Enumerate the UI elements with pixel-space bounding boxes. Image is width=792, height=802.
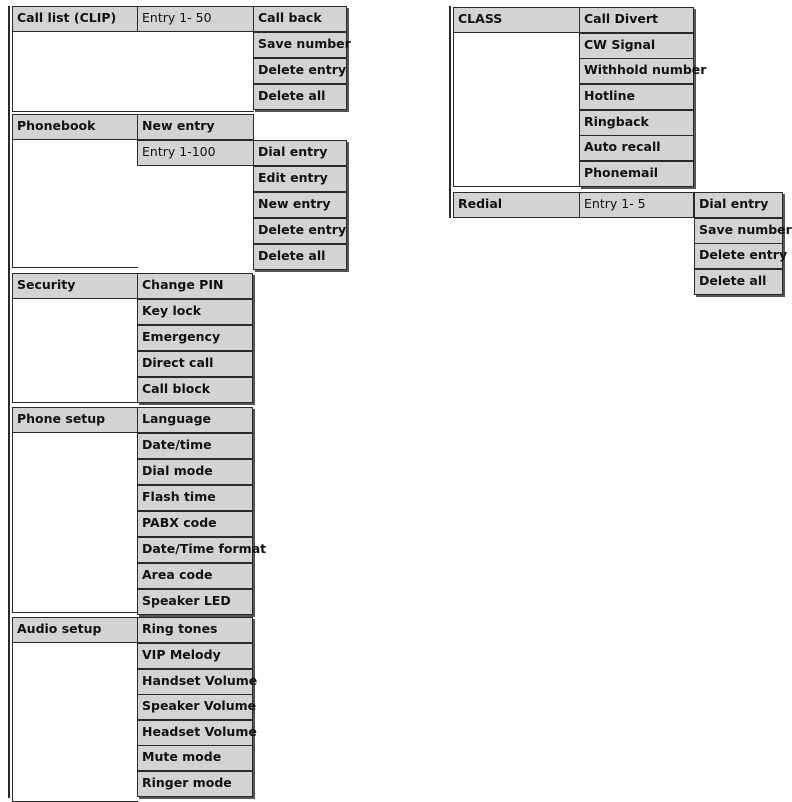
redial-action-save-number: Save number [694,218,783,244]
audio-setup-item-ring-tones: Ring tones [137,617,253,643]
audio-setup-item-ringer-mode: Ringer mode [137,771,253,797]
phone-setup-item-date-time-format: Date/Time format [137,537,253,563]
call-list-range: Entry 1- 50 [137,6,254,32]
phone-setup-item-speaker-led: Speaker LED [137,589,253,615]
phonebook-action-dial-entry: Dial entry [253,140,347,166]
class-item-auto-recall: Auto recall [579,135,694,161]
phonebook-range: Entry 1-100 [137,140,254,166]
right-tree-rail [449,6,451,218]
phone-setup-item-date-time: Date/time [137,433,253,459]
call-list-action-save-number: Save number [253,32,347,58]
redial-action-dial-entry: Dial entry [694,192,783,218]
audio-setup-item-handset-volume: Handset Volume [137,669,253,695]
call-list-action-delete-all: Delete all [253,84,347,110]
audio-setup-item-vip-melody: VIP Melody [137,643,253,669]
phonebook-action-delete-entry: Delete entry [253,218,347,244]
phone-setup-item-dial-mode: Dial mode [137,459,253,485]
call-list-title: Call list (CLIP) [12,6,138,32]
phonebook-new-entry: New entry [137,114,254,140]
audio-setup-item-headset-volume: Headset Volume [137,720,253,746]
security-item-emergency: Emergency [137,325,253,351]
redial-action-delete-all: Delete all [694,269,783,295]
security-item-direct-call: Direct call [137,351,253,377]
audio-setup-title: Audio setup [12,617,138,643]
class-item-phonemail: Phonemail [579,161,694,187]
class-group-box [453,33,580,187]
phone-setup-item-area-code: Area code [137,563,253,589]
redial-action-delete-entry: Delete entry [694,243,783,269]
phone-setup-title: Phone setup [12,407,138,433]
class-item-ringback: Ringback [579,110,694,136]
call-list-group-box [12,32,254,112]
redial-title: Redial [453,192,580,218]
class-item-hotline: Hotline [579,84,694,110]
class-item-call-divert: Call Divert [579,7,694,33]
phonebook-action-delete-all: Delete all [253,244,347,270]
phone-setup-group-box [12,433,138,613]
redial-range: Entry 1- 5 [579,192,694,218]
class-item-cw-signal: CW Signal [579,33,694,59]
audio-setup-item-mute-mode: Mute mode [137,745,253,771]
phonebook-action-new-entry: New entry [253,192,347,218]
phone-setup-item-pabx-code: PABX code [137,511,253,537]
audio-setup-item-speaker-volume: Speaker Volume [137,694,253,720]
left-tree-rail [8,6,10,798]
call-list-action-delete-entry: Delete entry [253,58,347,84]
phone-setup-item-flash-time: Flash time [137,485,253,511]
security-item-change-pin: Change PIN [137,273,253,299]
security-group-box [12,299,138,403]
security-item-key-lock: Key lock [137,299,253,325]
phonebook-title: Phonebook [12,114,138,140]
phonebook-group-box [12,140,138,268]
class-title: CLASS [453,7,580,33]
security-title: Security [12,273,138,299]
class-item-withhold-number: Withhold number [579,58,694,84]
security-item-call-block: Call block [137,377,253,403]
phone-setup-item-language: Language [137,407,253,433]
audio-setup-group-box [12,643,138,802]
call-list-action-call-back: Call back [253,6,347,32]
phonebook-action-edit-entry: Edit entry [253,166,347,192]
